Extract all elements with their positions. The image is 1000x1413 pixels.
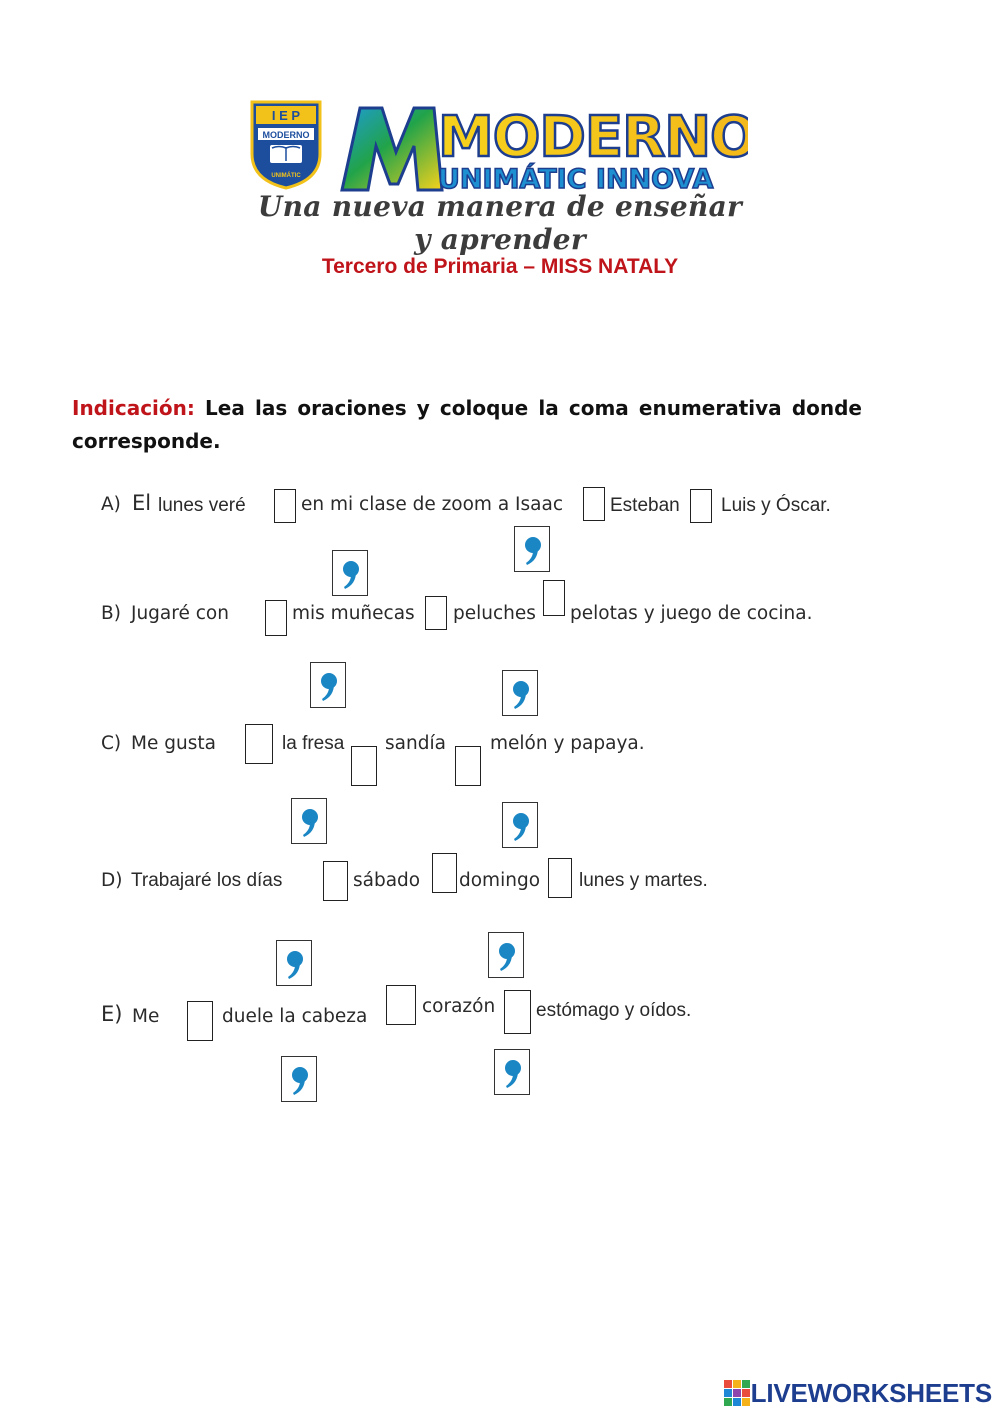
exercise-b-word-1: Jugaré con	[131, 603, 229, 624]
exercise-e-word-3: corazón	[422, 996, 496, 1017]
crest-middle-text: MODERNO	[262, 130, 310, 140]
exercise-b-word-3: peluches	[453, 603, 536, 624]
exercise-e-word-2: duele la cabeza	[222, 1006, 368, 1027]
exercise-b-drop-box-3[interactable]	[543, 580, 565, 616]
exercise-c-word-1: Me gusta	[131, 733, 216, 754]
liveworksheets-brand-text: LIVEWORKSHEETS	[750, 1377, 992, 1408]
exercise-c-letter: C)	[101, 733, 122, 754]
comma-icon	[286, 1062, 314, 1098]
comma-icon	[507, 808, 535, 844]
exercise-c-word-4: melón y papaya.	[490, 733, 645, 754]
exercise-d-drop-box-1[interactable]	[323, 861, 348, 901]
liveworksheets-brand[interactable]	[723, 1378, 992, 1408]
exercise-c-drop-box-2[interactable]	[351, 746, 377, 786]
school-crest-logo	[248, 98, 324, 190]
exercise-e-letter: E)	[101, 1002, 123, 1026]
exercise-b-word-2: mis muñecas	[292, 603, 415, 624]
comma-tile[interactable]	[332, 550, 368, 596]
exercise-a-word-5: Luis y Óscar.	[721, 495, 831, 516]
exercise-a-drop-box-3[interactable]	[690, 489, 712, 523]
comma-icon	[296, 804, 324, 840]
comma-icon	[281, 946, 309, 982]
exercise-d-word-1: Trabajaré los días	[131, 870, 283, 891]
comma-icon	[499, 1055, 527, 1091]
instruction-label: Indicación:	[72, 396, 195, 420]
comma-icon	[519, 532, 547, 568]
comma-icon	[507, 676, 535, 712]
comma-tile[interactable]	[514, 526, 550, 572]
comma-tile[interactable]	[281, 1056, 317, 1102]
exercise-d-drop-box-3[interactable]	[548, 858, 572, 898]
comma-tile[interactable]	[310, 662, 346, 708]
exercise-a-drop-box-2[interactable]	[583, 487, 605, 521]
exercise-a-drop-box-1[interactable]	[274, 489, 296, 523]
comma-tile[interactable]	[291, 798, 327, 844]
exercise-e-drop-box-3[interactable]	[504, 990, 531, 1034]
comma-icon	[315, 668, 343, 704]
logo-subtitle-text: UNIMÁTIC INNOVA	[438, 164, 714, 195]
exercise-e-word-4: estómago y oídos.	[536, 1000, 692, 1021]
comma-tile[interactable]	[502, 670, 538, 716]
comma-tile[interactable]	[276, 940, 312, 986]
moderno-wordmark-logo	[338, 94, 748, 202]
exercise-d-word-2: sábado	[353, 870, 421, 891]
exercise-c-drop-box-1[interactable]	[245, 724, 273, 764]
exercise-d-word-4: lunes y martes.	[579, 870, 708, 891]
liveworksheets-logo-icon	[723, 1379, 751, 1407]
crest-bottom-text: UNIMÁTIC	[271, 173, 301, 179]
exercise-c-word-2: la fresa	[282, 733, 345, 754]
comma-tile[interactable]	[502, 802, 538, 848]
instruction-text: Lea las oraciones y coloque la coma enumerativa donde corresponde.	[72, 396, 862, 453]
exercise-c-drop-box-3[interactable]	[455, 746, 481, 786]
exercise-d-drop-box-2[interactable]	[432, 853, 457, 893]
exercise-b-letter: B)	[101, 603, 121, 624]
comma-tile[interactable]	[488, 932, 524, 978]
exercise-b-drop-box-1[interactable]	[265, 600, 287, 636]
exercise-e-word-1: Me	[132, 1006, 160, 1027]
page-subtitle: Tercero de Primaria – MISS NATALY	[321, 255, 679, 278]
crest-top-text: I E P	[271, 108, 301, 123]
exercise-a-word-3: en mi clase de zoom a Isaac	[301, 494, 563, 515]
exercise-d-word-3: domingo	[459, 870, 541, 891]
exercise-a-letter: A)	[101, 494, 121, 515]
exercise-b-word-4: pelotas y juego de cocina.	[570, 603, 813, 624]
exercise-a-word-1: El	[132, 491, 152, 515]
exercise-a-word-4: Esteban	[610, 495, 680, 516]
exercise-d-letter: D)	[101, 870, 123, 891]
comma-icon	[337, 556, 365, 592]
tagline: Una nueva manera de enseñar y aprender	[257, 190, 743, 256]
exercise-e-drop-box-1[interactable]	[187, 1001, 213, 1041]
logo-title-text: MODERNO	[438, 105, 748, 170]
instruction-block	[72, 392, 862, 458]
comma-tile[interactable]	[494, 1049, 530, 1095]
exercise-e-drop-box-2[interactable]	[386, 985, 416, 1025]
exercise-b-drop-box-2[interactable]	[425, 596, 447, 630]
comma-icon	[493, 938, 521, 974]
exercise-a-word-2: lunes veré	[158, 495, 246, 516]
exercise-c-word-3: sandía	[385, 733, 446, 754]
